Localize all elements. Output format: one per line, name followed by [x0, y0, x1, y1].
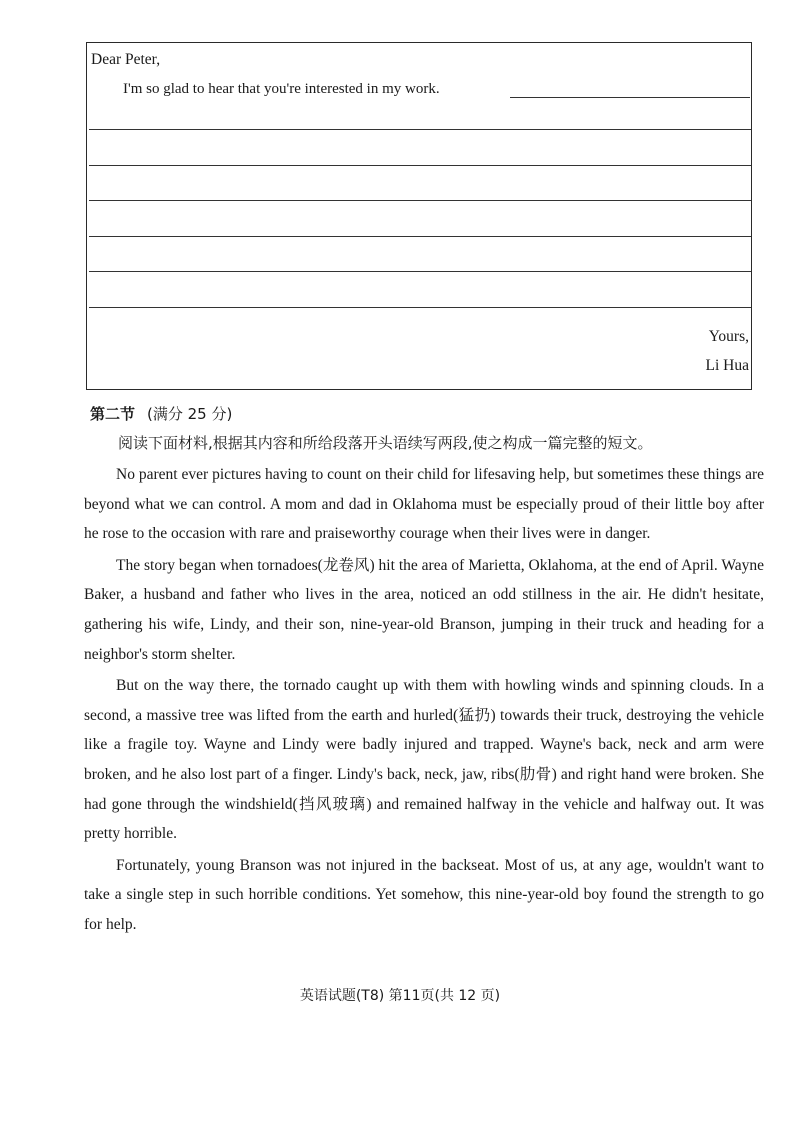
- letter-closing: Yours,: [708, 328, 749, 345]
- letter-signature: Li Hua: [705, 357, 749, 374]
- section-instruction: 阅读下面材料,根据其内容和所给段落开头语续写两段,使之构成一篇完整的短文。: [118, 434, 653, 452]
- section-score: (满分 25 分): [147, 405, 233, 423]
- letter-opening-sentence: I'm so glad to hear that you're interested in my work.: [123, 81, 440, 97]
- passage-paragraph: No parent ever pictures having to count on their child for lifesaving help, but sometimes these things are beyond what we can control. A mom and dad in Oklahoma must be especially proud of their little boy after he rose to the occasion with rare and praiseworthy courage when their lives were in danger.: [84, 466, 764, 543]
- section-heading: [90, 403, 232, 424]
- writing-line[interactable]: [89, 200, 751, 201]
- writing-line[interactable]: [89, 271, 751, 272]
- writing-line[interactable]: [89, 129, 751, 130]
- writing-line[interactable]: [89, 307, 751, 308]
- passage-paragraph: The story began when tornadoes(龙卷风) hit the area of Marietta, Oklahoma, at the end of April. Wayne Baker, a husband and father who lives in the area, noticed an odd stillness in the air. He didn't hesitate, gathering his wife, Lindy, and their son, nine-year-old Branson, jumping in their truck and heading for a neighbor's storm shelter.: [84, 556, 764, 663]
- passage-paragraph: Fortunately, young Branson was not injured in the backseat. Most of us, at any age, wouldn't want to take a single step in such horrible conditions. Yet somehow, this nine-year-old boy found the strength to go for help.: [84, 856, 764, 933]
- passage-paragraph: But on the way there, the tornado caught up with them with howling winds and spinning clouds. In a second, a massive tree was lifted from the earth and hurled(猛扔) towards their truck, destroying the vehicle like a fragile toy. Wayne and Lindy were badly injured and trapped. Wayne's back, neck and arm were broken, and he also lost part of a finger. Lindy's back, neck, jaw, ribs(肋骨) and right hand were broken. She had gone through the windshield(挡风玻璃) and remained halfway in the vehicle and halfway out. It was pretty horrible.: [84, 677, 764, 843]
- reading-passage: [84, 460, 764, 942]
- writing-line[interactable]: [89, 165, 751, 166]
- letter-writing-box: [86, 42, 752, 390]
- letter-salutation: Dear Peter,: [91, 51, 161, 68]
- writing-line[interactable]: [510, 97, 750, 98]
- section-title: 第二节: [90, 405, 136, 423]
- writing-line[interactable]: [89, 236, 751, 237]
- page-footer: 英语试题(T8) 第11页(共 12 页): [299, 988, 501, 1004]
